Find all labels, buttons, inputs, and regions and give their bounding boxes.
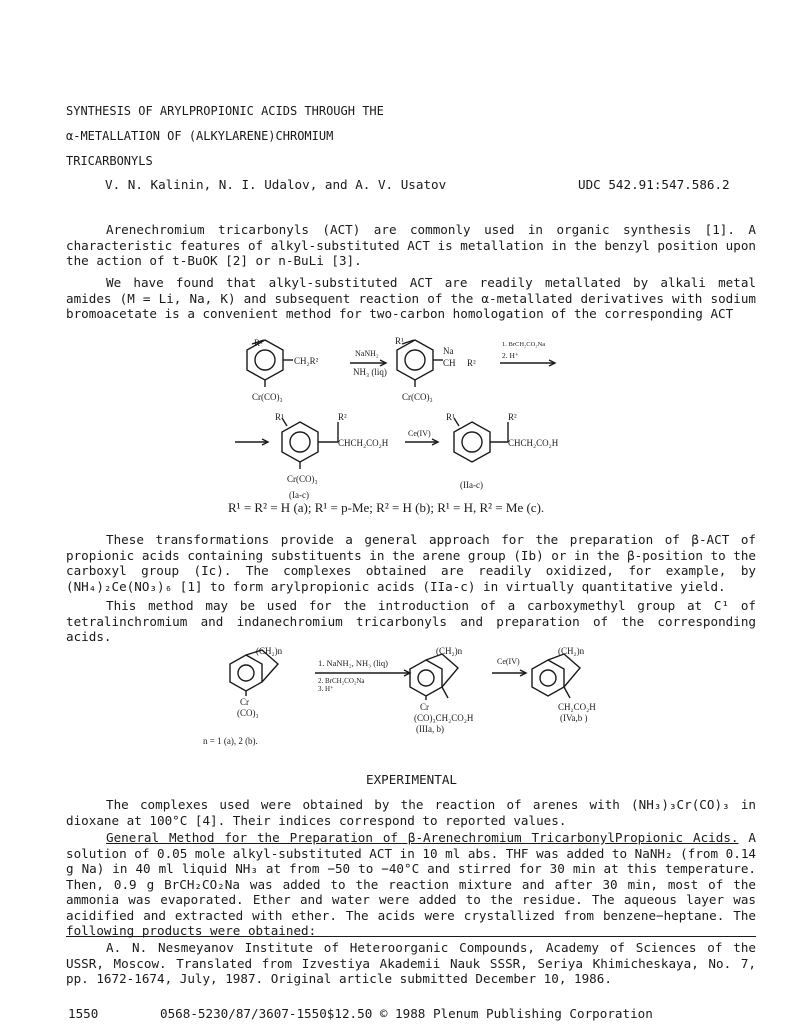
scheme1-label-i: (Ia-c) <box>289 490 309 500</box>
scheme1-reagent-top: NaNH₂ <box>355 349 379 358</box>
udc-code: UDC 542.91:547.586.2 <box>578 177 730 192</box>
copyright-line: 0568-5230/87/3607-1550$12.50 © 1988 Plenum Publishing Corporation <box>160 1006 653 1021</box>
scheme2-label-iii: (IIIa, b) <box>416 724 444 734</box>
benzene-ring-2 <box>397 340 433 380</box>
scheme1-chch2co2h-a: CHCH₂CO₂H <box>338 438 389 448</box>
scheme2-label-iv: (IVa,b ) <box>560 713 588 723</box>
scheme1-r1-c: R¹ <box>275 412 284 422</box>
benzene-ring-3 <box>282 422 318 462</box>
scheme2-cr-a: Cr <box>240 697 249 707</box>
intro-paragraph: Arenechromium tricarbonyls (ACT) are commonly used in organic synthesis [1]. A characteristic features of alkyl-substituted ACT is metallation in the benzyl position upon the action of t-BuOK [2] or n-BuLi [3]. <box>66 222 756 268</box>
title-line-1: SYNTHESIS OF ARYLPROPIONIC ACIDS THROUGH THE <box>66 104 384 118</box>
general-method-paragraph <box>66 830 756 939</box>
scheme2-ch2co2h: CH₂CO₂H <box>558 702 596 712</box>
scheme1-na: Na <box>443 346 454 356</box>
footnote-divider <box>66 936 756 937</box>
affiliation-footnote: A. N. Nesmeyanov Institute of Heteroorganic Compounds, Academy of Sciences of the USSR, Moscow. Translated from Izvestiya Akademii Nauk SSSR, Seriya Khimicheskaya, No. 7, pp. 1672-1674, July, 1987. Original article submitted December 10, 1986. <box>66 940 756 986</box>
scheme1-r2-c: R² <box>338 412 347 422</box>
tetralin-ring-3 <box>532 660 564 696</box>
scheme1-step2: 2. H⁺ <box>502 351 519 360</box>
scheme1-r1-a: R¹ <box>254 338 263 348</box>
experimental-heading: EXPERIMENTAL <box>366 772 457 787</box>
tetralin-ring-1 <box>230 655 262 691</box>
reaction-scheme-1 <box>190 330 630 520</box>
scheme2-step2: 2. BrCH₂CO₂Na <box>318 677 365 685</box>
scheme1-reagent-bottom: NH₃ (liq) <box>353 367 387 377</box>
scheme1-ch2r2: CH₂R² <box>294 356 319 366</box>
article-title <box>66 99 384 174</box>
carboxymethyl-paragraph: This method may be used for the introduction of a carboxymethyl group at C¹ of tetralinchromium and indanechromium tricarbonyls and preparation of the corresponding acids. <box>66 598 756 644</box>
scheme2-ce: Ce(IV) <box>497 657 520 666</box>
general-method-body: A solution of 0.05 mole alkyl-substituted ACT in 10 ml abs. THF was added to NaNH₂ (from 0.14 g Na) in 40 ml liquid NH₃ at from −50 to −40°C and stirred for 30 min at this temperature. Then, 0.9 g BrCH₂CO₂Na was added to the reaction mixture and after 30 min, most of the ammonia was evaporated. Ether and water were added to the residue. The aqueous layer was acidified and extracted with ether. The acids were crystallized from benzene−heptane. The following products were obtained: <box>66 830 756 938</box>
complexes-paragraph: The complexes used were obtained by the reaction of arenes with (NH₃)₃Cr(CO)₃ in dioxane at 100°C [4]. Their indices correspond to reported values. <box>66 797 756 828</box>
title-line-2: α-METALLATION OF (ALKYLARENE)CHROMIUM <box>66 129 334 143</box>
scheme1-chch2co2h-b: CHCH₂CO₂H <box>508 438 559 448</box>
substituent-legend: R¹ = R² = H (a); R¹ = p-Me; R² = H (b); R¹ = H, R² = Me (c). <box>228 500 545 515</box>
general-method-heading: General Method for the Preparation of β-Arenechromium TricarbonylPropionic Acids. <box>106 830 739 845</box>
scheme1-ce: Ce(IV) <box>408 429 431 438</box>
title-line-3: TRICARBONYLS <box>66 154 153 168</box>
scheme1-r1-b: R¹ <box>395 336 404 346</box>
page-number: 1550 <box>68 1006 99 1021</box>
scheme1-label-ii: (IIa-c) <box>460 480 483 490</box>
transformations-paragraph: These transformations provide a general approach for the preparation of β-ACT of propionic acids containing substituents in the arene group (Ib) or in the β-position to the carboxyl group (Ic). The complexes obtained are readily oxidized, for example, by (NH₄)₂Ce(NO₃)₆ [1] to form arylpropionic acids (IIa-c) in virtually quantitative yield. <box>66 532 756 594</box>
arene-circle-1 <box>255 350 275 370</box>
findings-paragraph: We have found that alkyl-substituted ACT are readily metallated by alkali metal amides (M = Li, Na, K) and subsequent reaction of the α-metallated derivatives with sodium bromoacetate is a convenient method for two-carbon homologation of the corresponding ACT <box>66 275 756 321</box>
scheme1-step1: 1. BrCH₂CO₂Na <box>502 341 546 348</box>
scheme1-r2-d: R² <box>508 412 517 422</box>
scheme2-n-values: n = 1 (a), 2 (b). <box>203 736 258 746</box>
benzene-ring-1 <box>247 340 283 380</box>
reaction-scheme-2 <box>200 640 640 750</box>
scheme1-r2-b: R² <box>467 358 476 368</box>
scheme2-ch2n-a: (CH₂)n <box>256 646 283 656</box>
scheme1-ch: CH <box>443 358 456 368</box>
scheme1-crco3-b: Cr(CO)₃ <box>402 392 433 402</box>
scheme1-crco3-a: Cr(CO)₃ <box>252 392 283 402</box>
scheme2-co3ch2co2h: (CO)₃CH₂CO₂H <box>414 713 474 723</box>
scheme2-co3-a: (CO)₃ <box>237 708 259 718</box>
scheme2-step1: 1. NaNH₂, NH₃ (liq) <box>318 658 388 668</box>
authors: V. N. Kalinin, N. I. Udalov, and A. V. Usatov <box>105 177 447 192</box>
scheme2-ch2n-b: (CH₂)n <box>436 646 463 656</box>
tetralin-ring-2 <box>410 660 442 696</box>
scheme2-ch2n-c: (CH₂)n <box>558 646 585 656</box>
scheme2-step3: 3. H⁺ <box>318 685 334 693</box>
scheme1-r1-d: R¹ <box>446 412 455 422</box>
benzene-ring-4 <box>454 422 490 462</box>
scheme2-cr-b: Cr <box>420 702 429 712</box>
scheme1-crco3-c: Cr(CO)₃ <box>287 474 318 484</box>
